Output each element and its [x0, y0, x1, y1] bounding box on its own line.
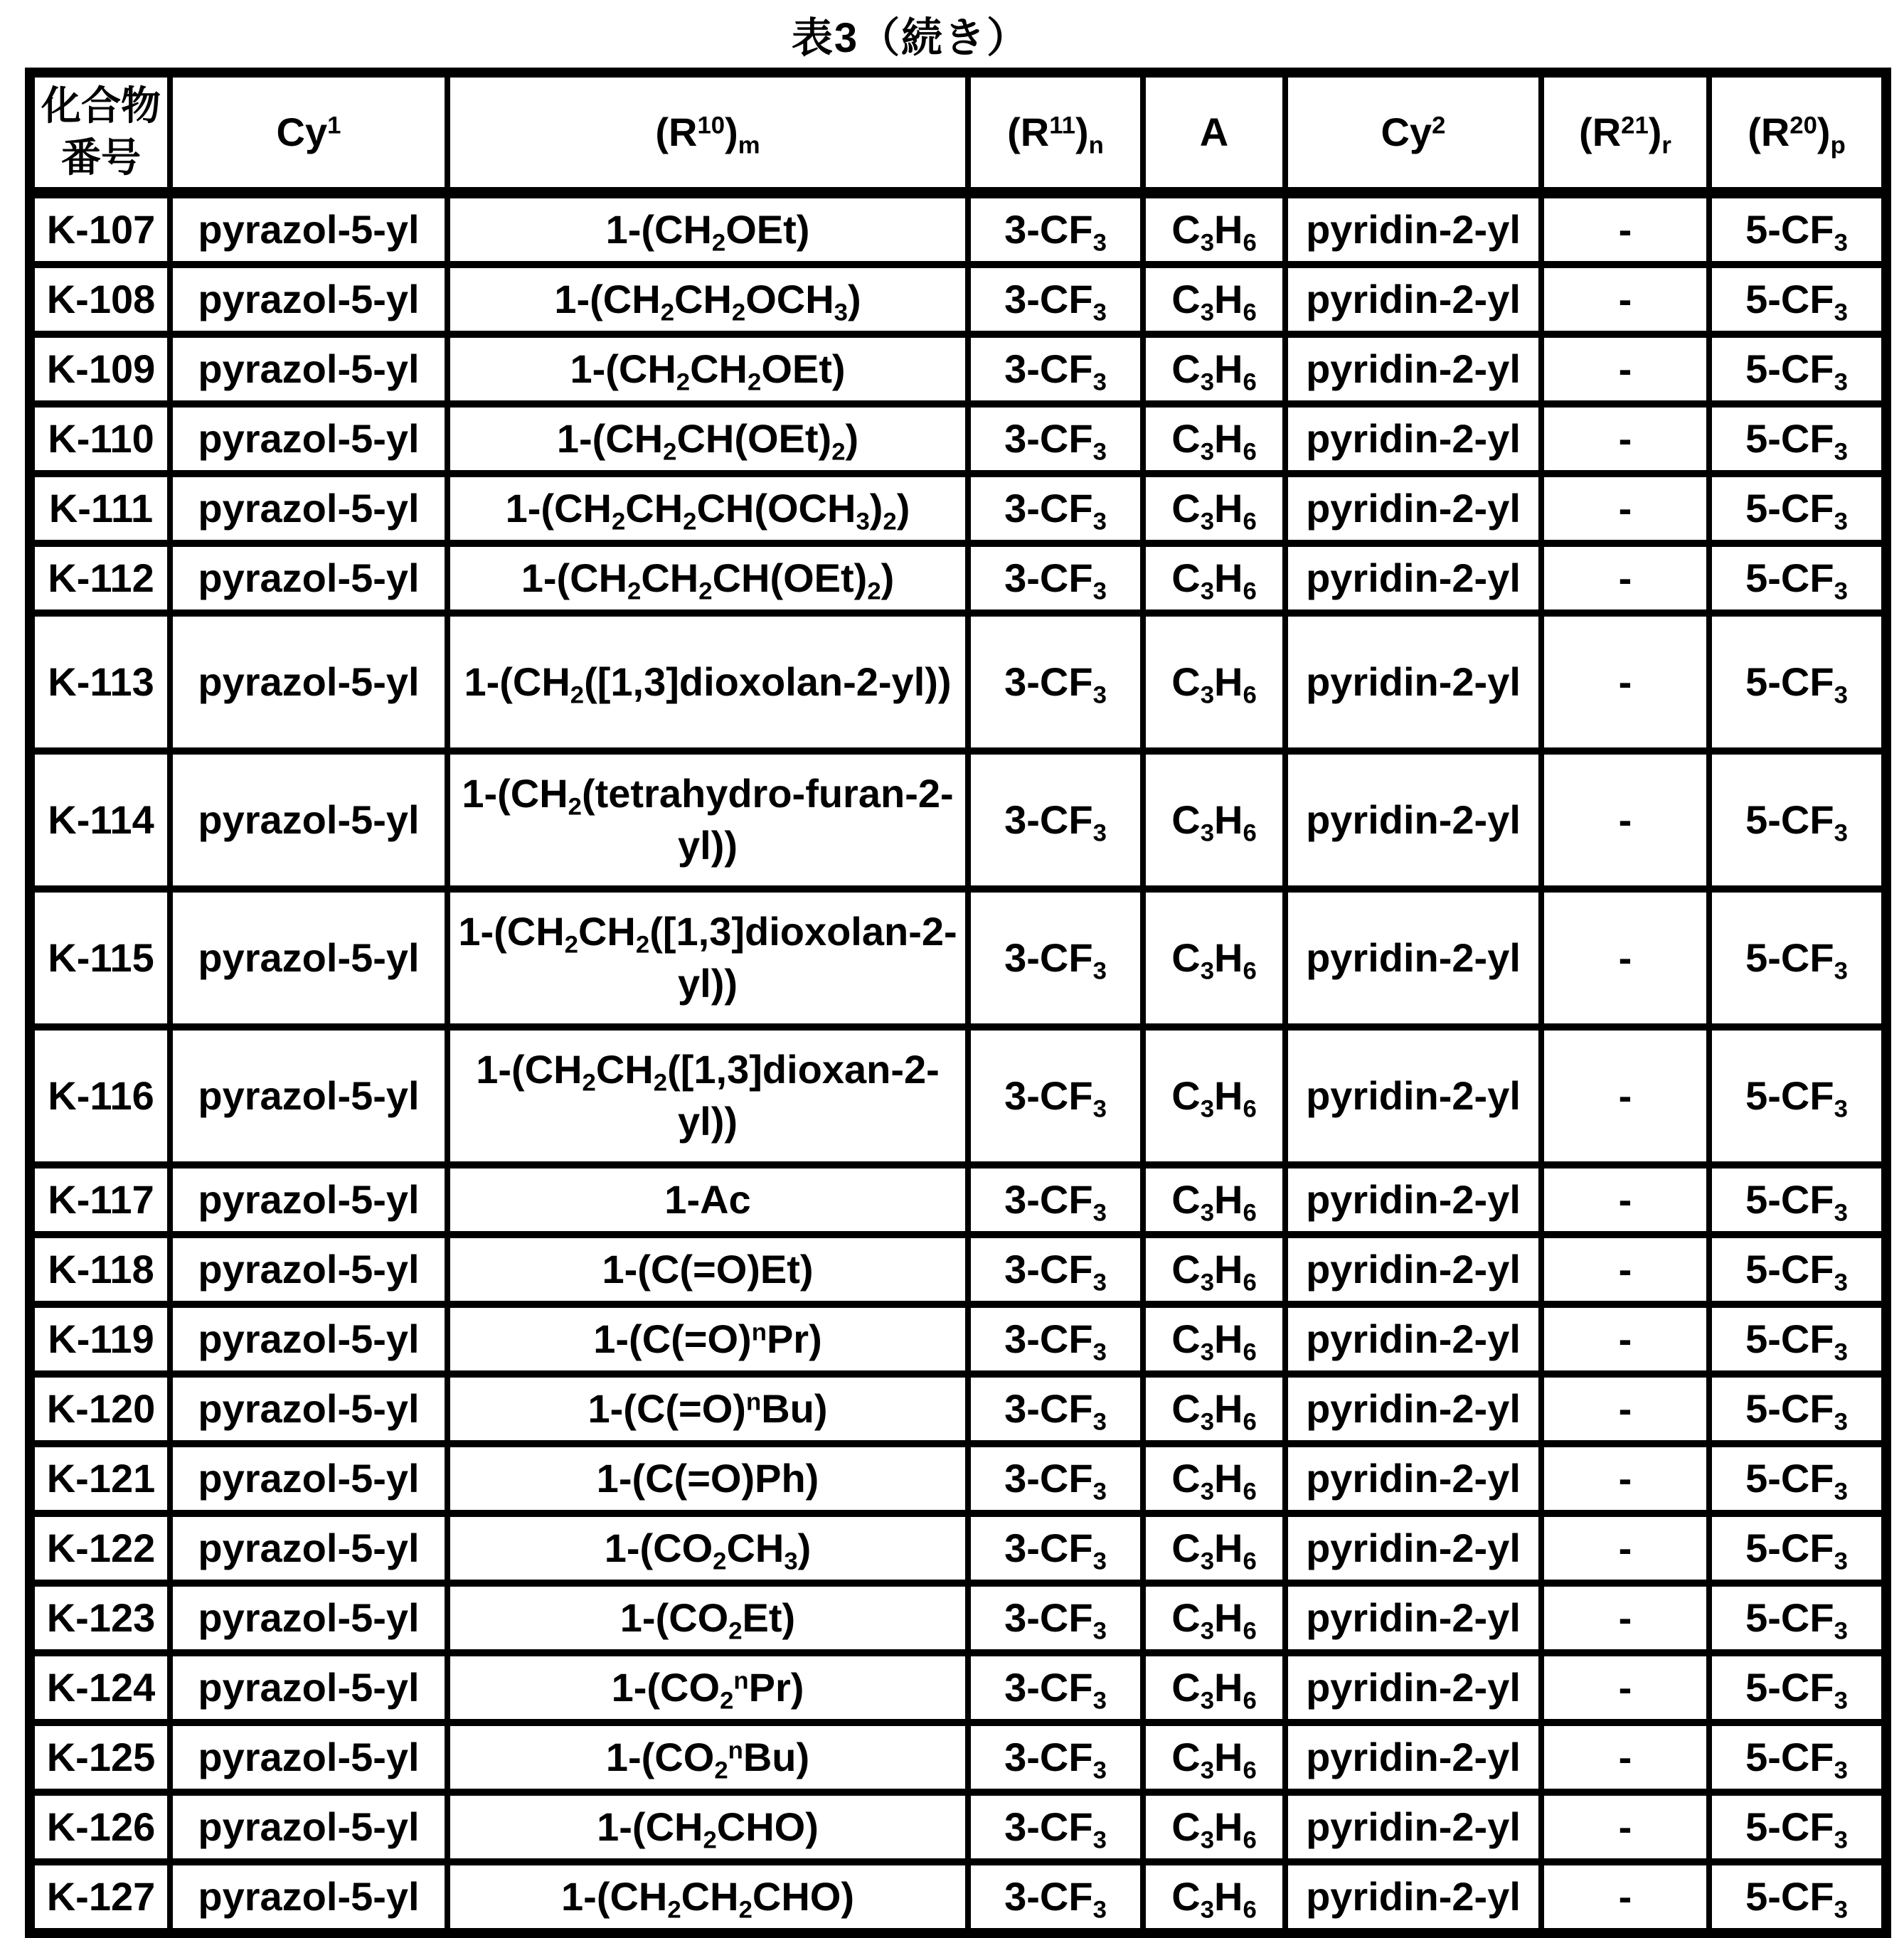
cell-r21: - [1541, 1653, 1709, 1723]
cell-r11: $3-CF_3$ [968, 334, 1143, 404]
cell-r20: $5-CF_3$ [1709, 1374, 1886, 1444]
cell-r10: $1-(CH_2CH_2OEt)$ [447, 334, 968, 404]
cell-r21: - [1541, 265, 1709, 334]
cell-cy2: pyridin-2-yl [1285, 265, 1541, 334]
cell-id: K-112 [30, 543, 170, 613]
cell-cy2: pyridin-2-yl [1285, 1444, 1541, 1513]
cell-id: K-110 [30, 404, 170, 474]
table-row [30, 751, 1886, 889]
cell-cy1: pyrazol-5-yl [170, 1862, 447, 1933]
cell-r11: $3-CF_3$ [968, 1374, 1143, 1444]
cell-a: $C_3H_6$ [1143, 1304, 1285, 1374]
cell-r20: $5-CF_3$ [1709, 1583, 1886, 1653]
cell-cy2: pyridin-2-yl [1285, 1304, 1541, 1374]
cell-r21: - [1541, 1792, 1709, 1862]
cell-a: $C_3H_6$ [1143, 1723, 1285, 1792]
table-row [30, 1444, 1886, 1513]
cell-r21: - [1541, 1304, 1709, 1374]
cell-r11: $3-CF_3$ [968, 1862, 1143, 1933]
cell-cy1: pyrazol-5-yl [170, 613, 447, 751]
cell-r11: $3-CF_3$ [968, 1235, 1143, 1304]
cell-cy2: pyridin-2-yl [1285, 404, 1541, 474]
table-row [30, 1027, 1886, 1165]
cell-r21: - [1541, 751, 1709, 889]
cell-a: $C_3H_6$ [1143, 474, 1285, 543]
cell-cy2: pyridin-2-yl [1285, 1862, 1541, 1933]
cell-r21: - [1541, 613, 1709, 751]
cell-r20: $5-CF_3$ [1709, 193, 1886, 265]
cell-r10: 1-(C(=O)$^n$Bu) [447, 1374, 968, 1444]
table-header [30, 73, 1886, 193]
cell-cy2: pyridin-2-yl [1285, 613, 1541, 751]
cell-r10: $1-(CH_2(tetrahydro-furan-2-yl))$ [447, 751, 968, 889]
cell-id: K-111 [30, 474, 170, 543]
cell-cy1: pyrazol-5-yl [170, 1444, 447, 1513]
cell-r21: - [1541, 889, 1709, 1027]
cell-cy1: pyrazol-5-yl [170, 1374, 447, 1444]
cell-id: K-120 [30, 1374, 170, 1444]
cell-cy1: pyrazol-5-yl [170, 1235, 447, 1304]
column-header-r11: $(R^{11})_n$ [968, 73, 1143, 193]
cell-r10: 1-Ac [447, 1165, 968, 1235]
cell-r10: $1-(CO_2CH_3)$ [447, 1513, 968, 1583]
cell-id: K-108 [30, 265, 170, 334]
cell-cy1: pyrazol-5-yl [170, 1513, 447, 1583]
cell-id: K-122 [30, 1513, 170, 1583]
cell-a: $C_3H_6$ [1143, 334, 1285, 404]
cell-cy2: pyridin-2-yl [1285, 543, 1541, 613]
cell-r10: $1-(CH_2CH_2OCH_3)$ [447, 265, 968, 334]
cell-a: $C_3H_6$ [1143, 1792, 1285, 1862]
cell-r20: $5-CF_3$ [1709, 474, 1886, 543]
cell-id: K-116 [30, 1027, 170, 1165]
table-body [30, 193, 1886, 1933]
cell-r21: - [1541, 1027, 1709, 1165]
cell-cy2: pyridin-2-yl [1285, 1792, 1541, 1862]
table-row [30, 889, 1886, 1027]
cell-r21: - [1541, 193, 1709, 265]
column-header-r20: $(R^{20})_p$ [1709, 73, 1886, 193]
cell-r11: $3-CF_3$ [968, 474, 1143, 543]
cell-a: $C_3H_6$ [1143, 404, 1285, 474]
cell-cy2: pyridin-2-yl [1285, 889, 1541, 1027]
cell-r10: $1-(CH_2CH_2CHO)$ [447, 1862, 968, 1933]
cell-cy1: pyrazol-5-yl [170, 1027, 447, 1165]
cell-r20: $5-CF_3$ [1709, 1792, 1886, 1862]
cell-id: K-126 [30, 1792, 170, 1862]
cell-a: $C_3H_6$ [1143, 1374, 1285, 1444]
cell-cy2: pyridin-2-yl [1285, 334, 1541, 404]
cell-id: K-118 [30, 1235, 170, 1304]
cell-id: K-119 [30, 1304, 170, 1374]
cell-r21: - [1541, 1235, 1709, 1304]
column-header-cy1: Cy$^1$ [170, 73, 447, 193]
column-header-cy2: Cy$^2$ [1285, 73, 1541, 193]
cell-a: $C_3H_6$ [1143, 1583, 1285, 1653]
table-row [30, 1862, 1886, 1933]
cell-r20: $5-CF_3$ [1709, 751, 1886, 889]
table-row [30, 1165, 1886, 1235]
cell-r21: - [1541, 1862, 1709, 1933]
cell-r21: - [1541, 404, 1709, 474]
cell-r10: $1-(CH_2CHO)$ [447, 1792, 968, 1862]
cell-a: $C_3H_6$ [1143, 889, 1285, 1027]
cell-r11: $3-CF_3$ [968, 1027, 1143, 1165]
cell-r10: 1-(C(=O)Ph) [447, 1444, 968, 1513]
cell-r20: $5-CF_3$ [1709, 1027, 1886, 1165]
cell-r20: $5-CF_3$ [1709, 1444, 1886, 1513]
cell-r11: $3-CF_3$ [968, 1723, 1143, 1792]
table-row [30, 193, 1886, 265]
table-row [30, 1235, 1886, 1304]
cell-cy1: pyrazol-5-yl [170, 1583, 447, 1653]
column-header-r21: $(R^{21})_r$ [1541, 73, 1709, 193]
table-row [30, 1513, 1886, 1583]
cell-a: $C_3H_6$ [1143, 1653, 1285, 1723]
cell-id: K-107 [30, 193, 170, 265]
cell-a: $C_3H_6$ [1143, 1513, 1285, 1583]
cell-r20: $5-CF_3$ [1709, 265, 1886, 334]
cell-a: $C_3H_6$ [1143, 751, 1285, 889]
cell-r20: $5-CF_3$ [1709, 889, 1886, 1027]
cell-r11: $3-CF_3$ [968, 404, 1143, 474]
cell-r11: $3-CF_3$ [968, 1792, 1143, 1862]
cell-cy1: pyrazol-5-yl [170, 1304, 447, 1374]
cell-cy2: pyridin-2-yl [1285, 1653, 1541, 1723]
cell-r20: $5-CF_3$ [1709, 404, 1886, 474]
cell-r20: $5-CF_3$ [1709, 1513, 1886, 1583]
cell-cy2: pyridin-2-yl [1285, 1583, 1541, 1653]
cell-cy1: pyrazol-5-yl [170, 751, 447, 889]
cell-a: $C_3H_6$ [1143, 1862, 1285, 1933]
cell-a: $C_3H_6$ [1143, 1444, 1285, 1513]
cell-r21: - [1541, 334, 1709, 404]
cell-cy1: pyrazol-5-yl [170, 265, 447, 334]
cell-r21: - [1541, 543, 1709, 613]
cell-r20: $5-CF_3$ [1709, 1165, 1886, 1235]
cell-id: K-125 [30, 1723, 170, 1792]
cell-r10: 1-(C(=O)Et) [447, 1235, 968, 1304]
cell-a: $C_3H_6$ [1143, 613, 1285, 751]
table-row [30, 1374, 1886, 1444]
cell-cy2: pyridin-2-yl [1285, 1374, 1541, 1444]
cell-a: $C_3H_6$ [1143, 1027, 1285, 1165]
cell-cy1: pyrazol-5-yl [170, 1792, 447, 1862]
cell-r10: $1-(CO_2^nPr)$ [447, 1653, 968, 1723]
cell-a: $C_3H_6$ [1143, 265, 1285, 334]
cell-r11: $3-CF_3$ [968, 1304, 1143, 1374]
page-title: 表3（続き） [791, 15, 1030, 61]
cell-r20: $5-CF_3$ [1709, 1862, 1886, 1933]
cell-cy1: pyrazol-5-yl [170, 334, 447, 404]
compound-table [25, 68, 1891, 1938]
cell-cy2: pyridin-2-yl [1285, 474, 1541, 543]
cell-r21: - [1541, 1723, 1709, 1792]
cell-r20: $5-CF_3$ [1709, 1653, 1886, 1723]
cell-cy2: pyridin-2-yl [1285, 1513, 1541, 1583]
cell-r10: $1-(CO_2Et)$ [447, 1583, 968, 1653]
cell-a: $C_3H_6$ [1143, 1235, 1285, 1304]
cell-r10: $1-(CH_2CH(OEt)_2)$ [447, 404, 968, 474]
cell-r20: $5-CF_3$ [1709, 1235, 1886, 1304]
cell-r10: $1-(CO_2^nBu)$ [447, 1723, 968, 1792]
cell-r11: $3-CF_3$ [968, 1583, 1143, 1653]
cell-cy1: pyrazol-5-yl [170, 404, 447, 474]
table-row [30, 334, 1886, 404]
cell-r10: $1-(CH_2([1,3]dioxolan-2-yl))$ [447, 613, 968, 751]
cell-r10: $1-(CH_2CH_2([1,3]dioxan-2-yl))$ [447, 1027, 968, 1165]
cell-cy1: pyrazol-5-yl [170, 1653, 447, 1723]
cell-r11: $3-CF_3$ [968, 751, 1143, 889]
cell-r10: $1-(CH_2CH_2CH(OCH_3)_2)$ [447, 474, 968, 543]
cell-cy2: pyridin-2-yl [1285, 1235, 1541, 1304]
cell-r20: $5-CF_3$ [1709, 1723, 1886, 1792]
cell-id: K-117 [30, 1165, 170, 1235]
cell-r21: - [1541, 1513, 1709, 1583]
table-row [30, 1792, 1886, 1862]
table-row [30, 1304, 1886, 1374]
cell-id: K-115 [30, 889, 170, 1027]
cell-id: K-109 [30, 334, 170, 404]
cell-a: $C_3H_6$ [1143, 543, 1285, 613]
cell-cy1: pyrazol-5-yl [170, 889, 447, 1027]
cell-cy2: pyridin-2-yl [1285, 751, 1541, 889]
cell-cy2: pyridin-2-yl [1285, 1165, 1541, 1235]
cell-cy1: pyrazol-5-yl [170, 474, 447, 543]
cell-cy2: pyridin-2-yl [1285, 1027, 1541, 1165]
cell-cy2: pyridin-2-yl [1285, 193, 1541, 265]
cell-id: K-123 [30, 1583, 170, 1653]
table-row [30, 474, 1886, 543]
cell-r20: $5-CF_3$ [1709, 334, 1886, 404]
cell-r11: $3-CF_3$ [968, 1653, 1143, 1723]
cell-r21: - [1541, 1583, 1709, 1653]
cell-cy2: pyridin-2-yl [1285, 1723, 1541, 1792]
cell-cy1: pyrazol-5-yl [170, 1723, 447, 1792]
cell-r21: - [1541, 1165, 1709, 1235]
cell-r11: $3-CF_3$ [968, 613, 1143, 751]
cell-r20: $5-CF_3$ [1709, 1304, 1886, 1374]
cell-id: K-124 [30, 1653, 170, 1723]
cell-r20: $5-CF_3$ [1709, 543, 1886, 613]
column-header-r10: $(R^{10})_m$ [447, 73, 968, 193]
cell-a: $C_3H_6$ [1143, 1165, 1285, 1235]
cell-r11: $3-CF_3$ [968, 265, 1143, 334]
cell-r21: - [1541, 474, 1709, 543]
cell-r11: $3-CF_3$ [968, 889, 1143, 1027]
cell-r21: - [1541, 1444, 1709, 1513]
cell-id: K-114 [30, 751, 170, 889]
cell-r11: $3-CF_3$ [968, 1165, 1143, 1235]
cell-r10: $1-(CH_2CH_2CH(OEt)_2)$ [447, 543, 968, 613]
cell-cy1: pyrazol-5-yl [170, 193, 447, 265]
table-row [30, 1723, 1886, 1792]
column-header-a: A [1143, 73, 1285, 193]
cell-r11: $3-CF_3$ [968, 1444, 1143, 1513]
table-row [30, 1653, 1886, 1723]
cell-cy1: pyrazol-5-yl [170, 1165, 447, 1235]
cell-r11: $3-CF_3$ [968, 193, 1143, 265]
cell-r11: $3-CF_3$ [968, 543, 1143, 613]
cell-r10: 1-(C(=O)$^n$Pr) [447, 1304, 968, 1374]
table-row [30, 265, 1886, 334]
cell-r10: $1-(CH_2CH_2([1,3]dioxolan-2-yl))$ [447, 889, 968, 1027]
cell-r11: $3-CF_3$ [968, 1513, 1143, 1583]
cell-cy1: pyrazol-5-yl [170, 543, 447, 613]
table-row [30, 404, 1886, 474]
cell-id: K-121 [30, 1444, 170, 1513]
table-row [30, 613, 1886, 751]
cell-r10: $1-(CH_2OEt)$ [447, 193, 968, 265]
cell-id: K-113 [30, 613, 170, 751]
column-header-id: 化合物 番号 [30, 73, 170, 193]
table-row [30, 543, 1886, 613]
cell-r20: $5-CF_3$ [1709, 613, 1886, 751]
cell-id: K-127 [30, 1862, 170, 1933]
cell-a: $C_3H_6$ [1143, 193, 1285, 265]
cell-r21: - [1541, 1374, 1709, 1444]
table-row [30, 1583, 1886, 1653]
header-row [30, 73, 1886, 193]
